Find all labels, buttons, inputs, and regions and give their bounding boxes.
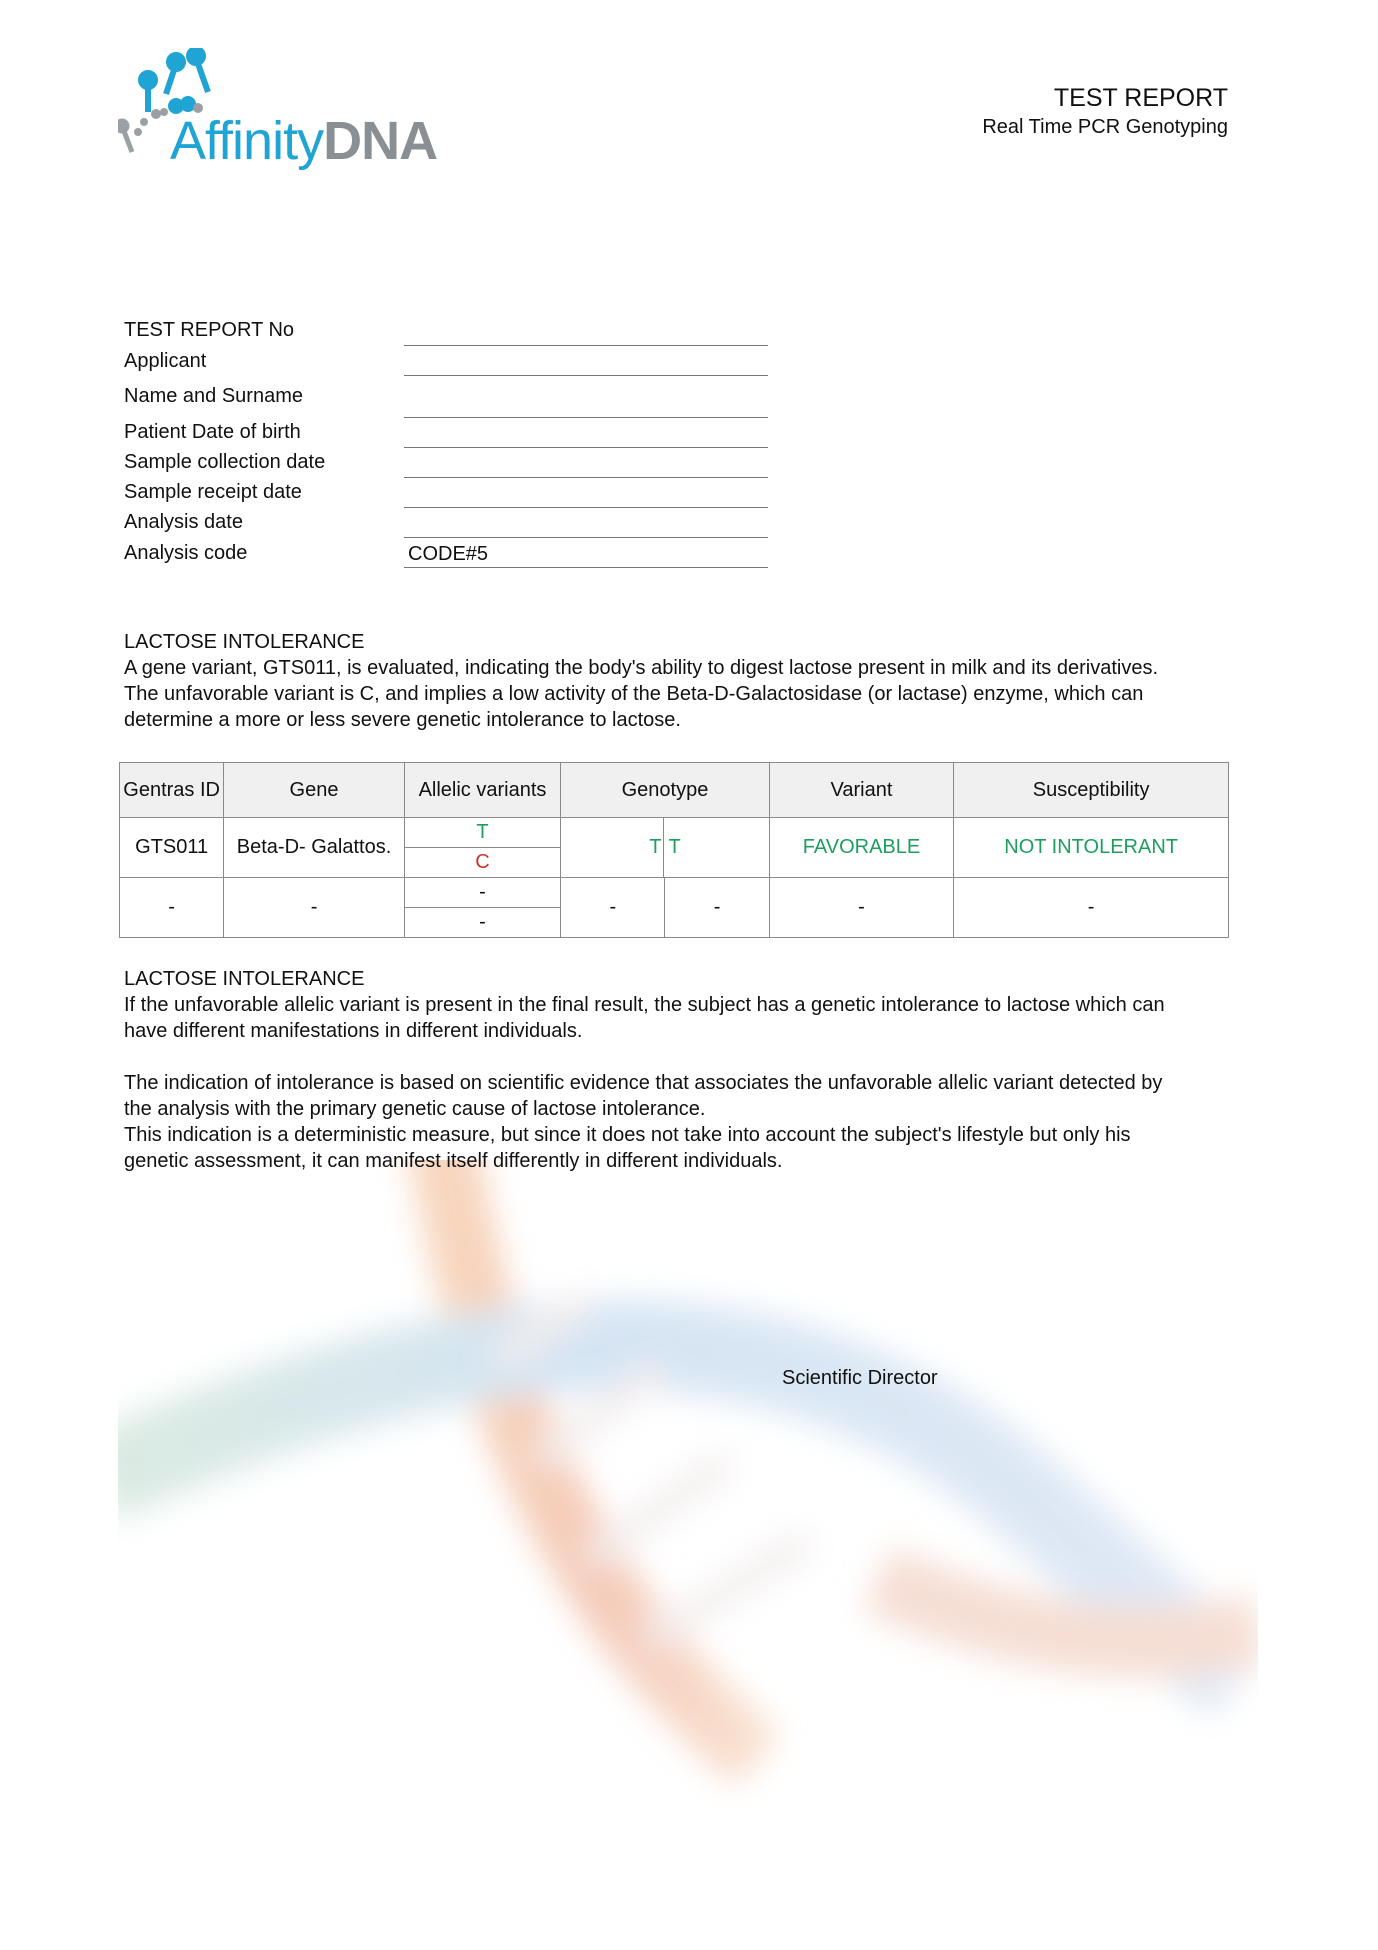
cell-variant: FAVORABLE bbox=[769, 818, 953, 878]
field-value-analysis-code: CODE#5 bbox=[408, 543, 489, 565]
genotype-allele-1: - bbox=[561, 878, 665, 937]
field-label-dob: Patient Date of birth bbox=[124, 421, 301, 443]
explanation-line: genetic assessment, it can manifest itself differently in different individuals. bbox=[124, 1150, 783, 1172]
header-variant: Variant bbox=[769, 763, 953, 818]
header-genotype: Genotype bbox=[561, 763, 770, 818]
genotype-results-table bbox=[119, 762, 1229, 938]
field-line-analysis-code bbox=[404, 567, 768, 568]
header-gentras-id: Gentras ID bbox=[120, 763, 224, 818]
allele-2: - bbox=[479, 911, 486, 933]
genotype-allele-2: - bbox=[713, 896, 721, 918]
intro-line: A gene variant, GTS011, is evaluated, indicating the body's ability to digest lactose present in milk and its derivatives. bbox=[124, 657, 1159, 679]
allele-unfavorable: C bbox=[475, 851, 490, 873]
header-gene: Gene bbox=[224, 763, 404, 818]
intro-line: determine a more or less severe genetic intolerance to lactose. bbox=[124, 709, 681, 731]
report-subtitle: Real Time PCR Genotyping bbox=[982, 116, 1228, 138]
cell-id: - bbox=[120, 878, 224, 938]
scientific-director-signature-label: Scientific Director bbox=[782, 1367, 938, 1389]
intro-heading: LACTOSE INTOLERANCE bbox=[124, 631, 365, 653]
explanation-line: If the unfavorable allelic variant is present in the final result, the subject has a genetic intolerance to lactose which can bbox=[124, 994, 1165, 1016]
cell-variant: - bbox=[769, 878, 953, 938]
field-label-receipt-date: Sample receipt date bbox=[124, 481, 302, 503]
cell-gene: - bbox=[224, 878, 404, 938]
field-label-applicant: Applicant bbox=[124, 350, 207, 372]
field-line-report-no bbox=[404, 345, 768, 346]
paragraph-spacer bbox=[124, 1044, 1244, 1070]
explanation-line: This indication is a deterministic measure, but since it does not take into account the subject's lifestyle but only his bbox=[124, 1124, 1131, 1146]
table-row bbox=[120, 878, 1229, 938]
field-label-analysis-code: Analysis code bbox=[124, 542, 248, 564]
field-line-name bbox=[404, 417, 768, 418]
cell-genotype bbox=[561, 878, 770, 938]
cell-allelic-variants bbox=[404, 818, 560, 878]
field-line-analysis-date bbox=[404, 537, 768, 538]
field-line-dob bbox=[404, 447, 768, 448]
allele-favorable: T bbox=[405, 818, 560, 848]
intro-section bbox=[124, 629, 1244, 733]
field-line-applicant bbox=[404, 375, 768, 376]
explanation-section bbox=[124, 966, 1244, 1174]
report-header bbox=[982, 82, 1228, 140]
table-header-row bbox=[120, 763, 1229, 818]
header-allelic-variants: Allelic variants bbox=[404, 763, 560, 818]
table-row bbox=[120, 818, 1229, 878]
explanation-heading: LACTOSE INTOLERANCE bbox=[124, 968, 365, 990]
allele-1: - bbox=[405, 878, 560, 908]
cell-susceptibility: - bbox=[954, 878, 1229, 938]
explanation-line: The indication of intolerance is based on scientific evidence that associates the unfavorable allelic variant detected by bbox=[124, 1072, 1163, 1094]
affinity-dna-logo bbox=[118, 48, 458, 188]
field-label-analysis-date: Analysis date bbox=[124, 511, 243, 533]
field-line-receipt-date bbox=[404, 507, 768, 508]
cell-susceptibility: NOT INTOLERANT bbox=[954, 818, 1229, 878]
report-title: TEST REPORT bbox=[1053, 84, 1228, 112]
intro-line: The unfavorable variant is C, and implies a low activity of the Beta-D-Galactosidase (or lactase) enzyme, which can bbox=[124, 683, 1144, 705]
field-label-name: Name and Surname bbox=[124, 385, 303, 407]
cell-gene: Beta-D- Galattos. bbox=[224, 818, 404, 878]
field-line-collection-date bbox=[404, 477, 768, 478]
logo-wordmark: AffinityDNA bbox=[170, 111, 438, 171]
field-label-collection-date: Sample collection date bbox=[124, 451, 326, 473]
genotype-allele-1: T bbox=[561, 818, 664, 877]
genotype-allele-2: T bbox=[668, 836, 681, 858]
explanation-line: have different manifestations in different individuals. bbox=[124, 1020, 583, 1042]
field-label-report-no: TEST REPORT No bbox=[124, 319, 295, 341]
cell-allelic-variants bbox=[404, 878, 560, 938]
dna-watermark-image bbox=[118, 1160, 1258, 1820]
cell-genotype bbox=[561, 818, 770, 878]
cell-id: GTS011 bbox=[120, 818, 224, 878]
header-susceptibility: Susceptibility bbox=[954, 763, 1229, 818]
explanation-line: the analysis with the primary genetic cause of lactose intolerance. bbox=[124, 1098, 706, 1120]
